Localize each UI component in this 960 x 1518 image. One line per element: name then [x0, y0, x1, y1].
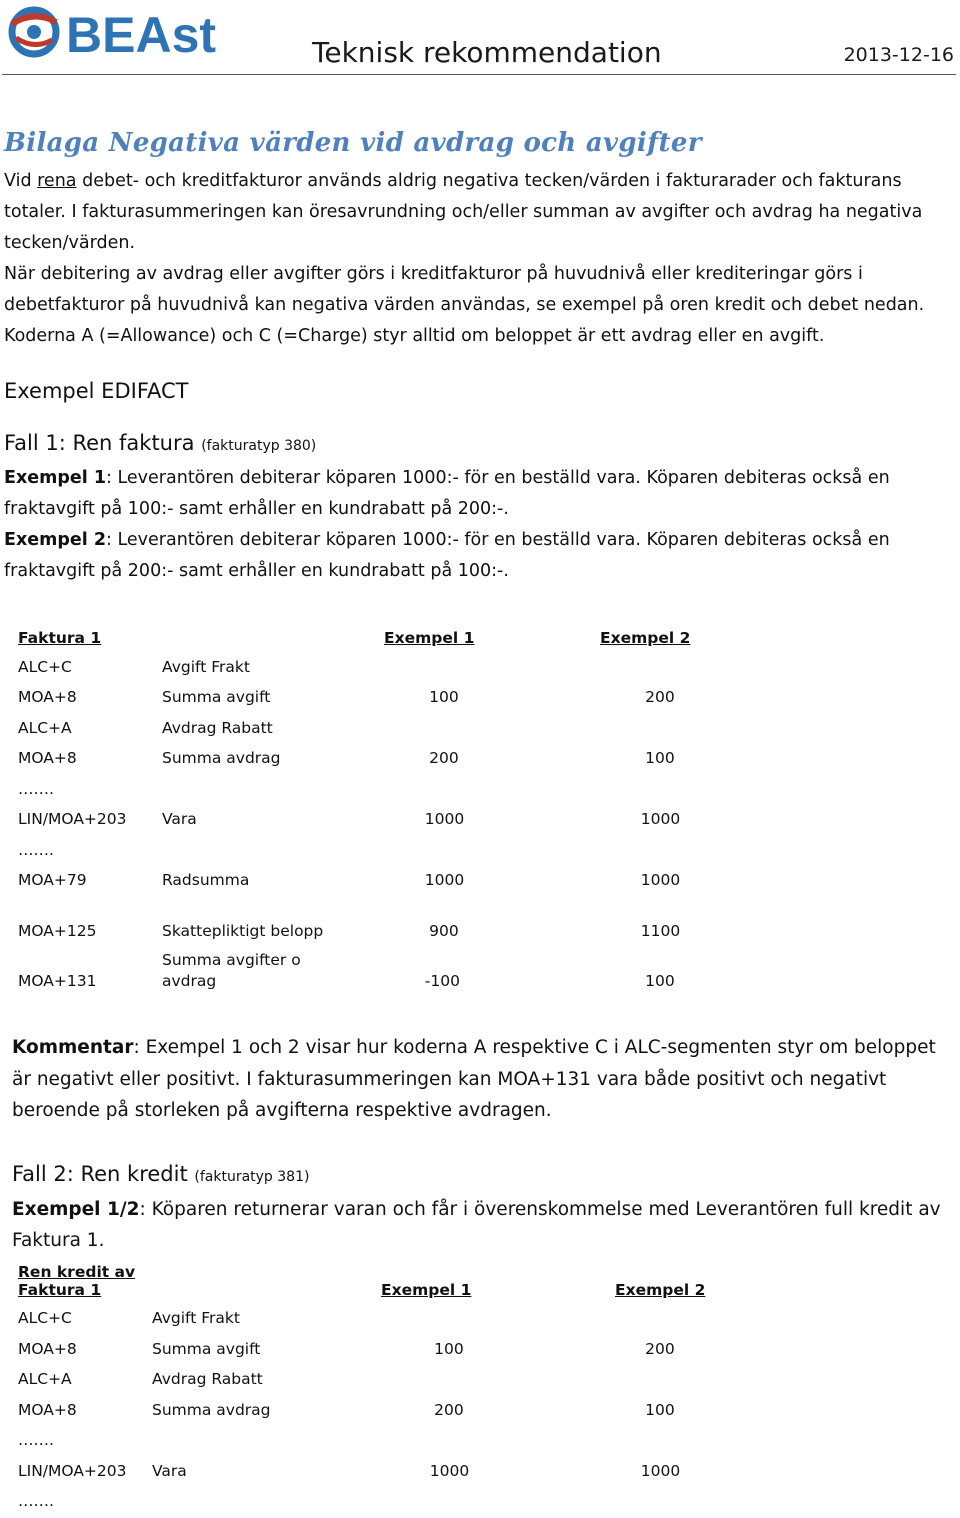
- table-cell: [346, 1299, 540, 1330]
- case2-subtitle: (fakturatyp 381): [194, 1168, 310, 1185]
- beast-logo: [4, 2, 232, 66]
- table-cell: Summa avgift: [152, 1339, 261, 1358]
- table-cell: [342, 830, 540, 861]
- table-cell: MOA+131: [18, 972, 97, 990]
- table-cell: Summa avgift: [162, 688, 271, 706]
- table-cell: [162, 830, 342, 861]
- table-row: [18, 647, 776, 678]
- table-cell: Summa avdrag: [152, 1400, 271, 1419]
- table-cell: 200: [645, 688, 675, 706]
- table-cell: ALC+C: [18, 1309, 72, 1327]
- case1-subtitle: (fakturatyp 380): [201, 438, 317, 454]
- table-header-row: [18, 617, 776, 647]
- table-row: [18, 1421, 776, 1452]
- case1-example2: [4, 525, 956, 587]
- comment-text: : Exempel 1 och 2 visar hur koderna A respektive C i ALC-segmenten styr om beloppet är negativt eller positivt. I fakturasummeringen kan MOA+131 vara både positivt och negativt beroende på storleken på avgifterna respektive avdragen.: [12, 1037, 936, 1121]
- table-cell: [540, 830, 776, 861]
- table-cell: [540, 647, 776, 678]
- table-cell: …….: [18, 1431, 54, 1449]
- table-cell: ALC+A: [18, 718, 72, 737]
- document-date: 2013-12-16: [843, 44, 954, 66]
- table-row: [18, 708, 776, 739]
- table-cell: [540, 1482, 776, 1513]
- table-cell: MOA+8: [18, 749, 77, 767]
- intro-text-a: Vid: [4, 171, 38, 191]
- table-cell: [152, 1421, 346, 1452]
- table-cell: 200: [434, 1400, 464, 1419]
- table-cell: …….: [18, 840, 54, 859]
- intro-text-b: debet- och kreditfakturor används aldrig negativa tecken/värden i fakturarader och fakturans totaler. I fakturasummeringen kan öresavrundning och/eller summan av avgifter och avdrag ha negativa tecken/värden.: [4, 171, 923, 253]
- table-row: [18, 800, 776, 831]
- table-row: [18, 1360, 776, 1391]
- table-cell: Avgift Frakt: [152, 1309, 240, 1327]
- table-cell: 1000: [424, 871, 465, 889]
- case2-title: Fall 2: Ren kredit: [12, 1161, 188, 1186]
- table-header-cell: Exempel 2: [600, 629, 691, 647]
- table-header-cell: Exempel 1: [381, 1280, 472, 1299]
- case2-heading: [12, 1159, 956, 1192]
- table-cell: 1000: [640, 810, 681, 828]
- case2-example: [12, 1194, 956, 1257]
- case2-example-label: Exempel 1/2: [12, 1198, 140, 1220]
- document-type-title: Teknisk rekommendation: [312, 36, 662, 69]
- table-cell: Radsumma: [162, 871, 250, 889]
- intro-paragraph: [4, 166, 956, 259]
- table-cell: 100: [429, 688, 459, 706]
- case1-heading: [4, 428, 956, 461]
- document-body: [4, 128, 956, 1512]
- table-row: [18, 942, 776, 993]
- table-row: [18, 830, 776, 861]
- table-row: [18, 1329, 776, 1360]
- intro-underlined-word: rena: [37, 171, 77, 191]
- table-cell: Summa avdrag: [162, 749, 281, 767]
- table-cell: Avgift Frakt: [162, 657, 250, 676]
- table-row: [18, 1451, 776, 1482]
- page-header: [0, 0, 960, 76]
- invoice-table: [18, 617, 776, 992]
- table-cell: [540, 1360, 776, 1391]
- table-cell: [162, 769, 342, 800]
- table-cell: MOA+8: [18, 1339, 77, 1358]
- table-cell: ALC+A: [18, 1370, 72, 1388]
- table-cell: Skattepliktigt belopp: [162, 921, 324, 940]
- table-cell: ALC+C: [18, 657, 72, 676]
- table-cell: 1100: [640, 921, 681, 940]
- table-header-cell: [152, 1263, 346, 1299]
- negative-values-paragraph: När debitering av avdrag eller avgifter görs i kreditfakturor på huvudnivå eller krediteringar görs i debetfakturor på huvudnivå kan negativa värden användas, se exempel på oren kredit och debet nedan. Koderna A (=Allowance) och C (=Charge) styr alltid om beloppet är ett avdrag eller en avgift.: [4, 264, 925, 346]
- table-cell: [346, 1421, 540, 1452]
- table-cell: -100: [424, 972, 460, 990]
- header-divider: [2, 74, 956, 75]
- table-cell: [342, 769, 540, 800]
- table-cell: …….: [18, 779, 54, 798]
- section-title: Bilaga Negativa värden vid avdrag och avgifter: [4, 128, 702, 158]
- case1-example1: [4, 463, 956, 525]
- table-cell: [346, 1360, 540, 1391]
- table-cell: [540, 769, 776, 800]
- table-cell: LIN/MOA+203: [18, 1461, 127, 1480]
- table-cell: 100: [434, 1339, 464, 1358]
- table-cell: Avdrag Rabatt: [162, 718, 273, 737]
- table-cell: MOA+8: [18, 688, 77, 706]
- table-row: [18, 1390, 776, 1421]
- table-cell: MOA+8: [18, 1400, 77, 1419]
- table-cell: 100: [645, 749, 675, 767]
- table-cell: …….: [18, 1492, 54, 1510]
- table-header-row: [18, 1263, 776, 1299]
- case2-example-text: : Köparen returnerar varan och får i överenskommelse med Leverantören full kredit av Faktura 1.: [12, 1198, 941, 1251]
- table-header-cell: Ren kredit av Faktura 1: [18, 1262, 136, 1299]
- table-cell: Avdrag Rabatt: [152, 1370, 263, 1388]
- table-row: [18, 1299, 776, 1330]
- table-row: [18, 769, 776, 800]
- table-cell: [540, 1299, 776, 1330]
- table-cell: [540, 1421, 776, 1452]
- table-row: [18, 861, 776, 892]
- table-cell: 1000: [429, 1461, 470, 1480]
- table-cell: Vara: [152, 1461, 187, 1480]
- table-cell: 1000: [424, 810, 465, 828]
- table-cell: [342, 708, 540, 739]
- table-header-cell: Exempel 2: [615, 1280, 706, 1299]
- table-row: [18, 678, 776, 709]
- case1-example1-label: Exempel 1: [4, 468, 107, 488]
- table-header-cell: Exempel 1: [384, 629, 475, 647]
- credit-table: [18, 1263, 776, 1513]
- table-cell: 200: [645, 1339, 675, 1358]
- case1-example2-text: : Leverantören debiterar köparen 1000:- för en beställd vara. Köparen debiteras också en fraktavgift på 200:- samt erhåller en kundrabatt på 100:-.: [4, 530, 890, 581]
- table-cell: 100: [645, 972, 675, 990]
- table-cell: 100: [645, 1400, 675, 1419]
- table-cell: 1000: [640, 1461, 681, 1480]
- table-cell: Vara: [162, 810, 197, 828]
- comment-paragraph: [12, 1032, 956, 1127]
- table-row: [18, 739, 776, 770]
- logo-wordmark: BEAst: [66, 7, 217, 63]
- table-cell: MOA+125: [18, 921, 97, 940]
- table-cell: 900: [429, 921, 459, 940]
- table-cell: LIN/MOA+203: [18, 810, 127, 828]
- table-cell: 200: [429, 749, 459, 767]
- case1-title: Fall 1: Ren faktura: [4, 431, 195, 455]
- table-header-cell: Faktura 1: [18, 629, 102, 647]
- comment-label: Kommentar: [12, 1037, 134, 1058]
- case1-example2-label: Exempel 2: [4, 530, 107, 550]
- table-cell: 1000: [640, 871, 681, 889]
- table-cell: Summa avgifter o avdrag: [162, 951, 301, 990]
- table-cell: [342, 647, 540, 678]
- table-cell: [540, 708, 776, 739]
- table-cell: [346, 1482, 540, 1513]
- logo-emblem-icon: [12, 10, 56, 54]
- case1-example1-text: : Leverantören debiterar köparen 1000:- för en beställd vara. Köparen debiteras också en fraktavgift på 100:- samt erhåller en kundrabatt på 200:-.: [4, 468, 890, 519]
- table-cell: MOA+79: [18, 871, 87, 889]
- table-cell: [152, 1482, 346, 1513]
- table-row: [18, 1482, 776, 1513]
- table-row: [18, 891, 776, 942]
- edifact-heading: Exempel EDIFACT: [4, 379, 189, 403]
- table-header-cell: [162, 617, 342, 647]
